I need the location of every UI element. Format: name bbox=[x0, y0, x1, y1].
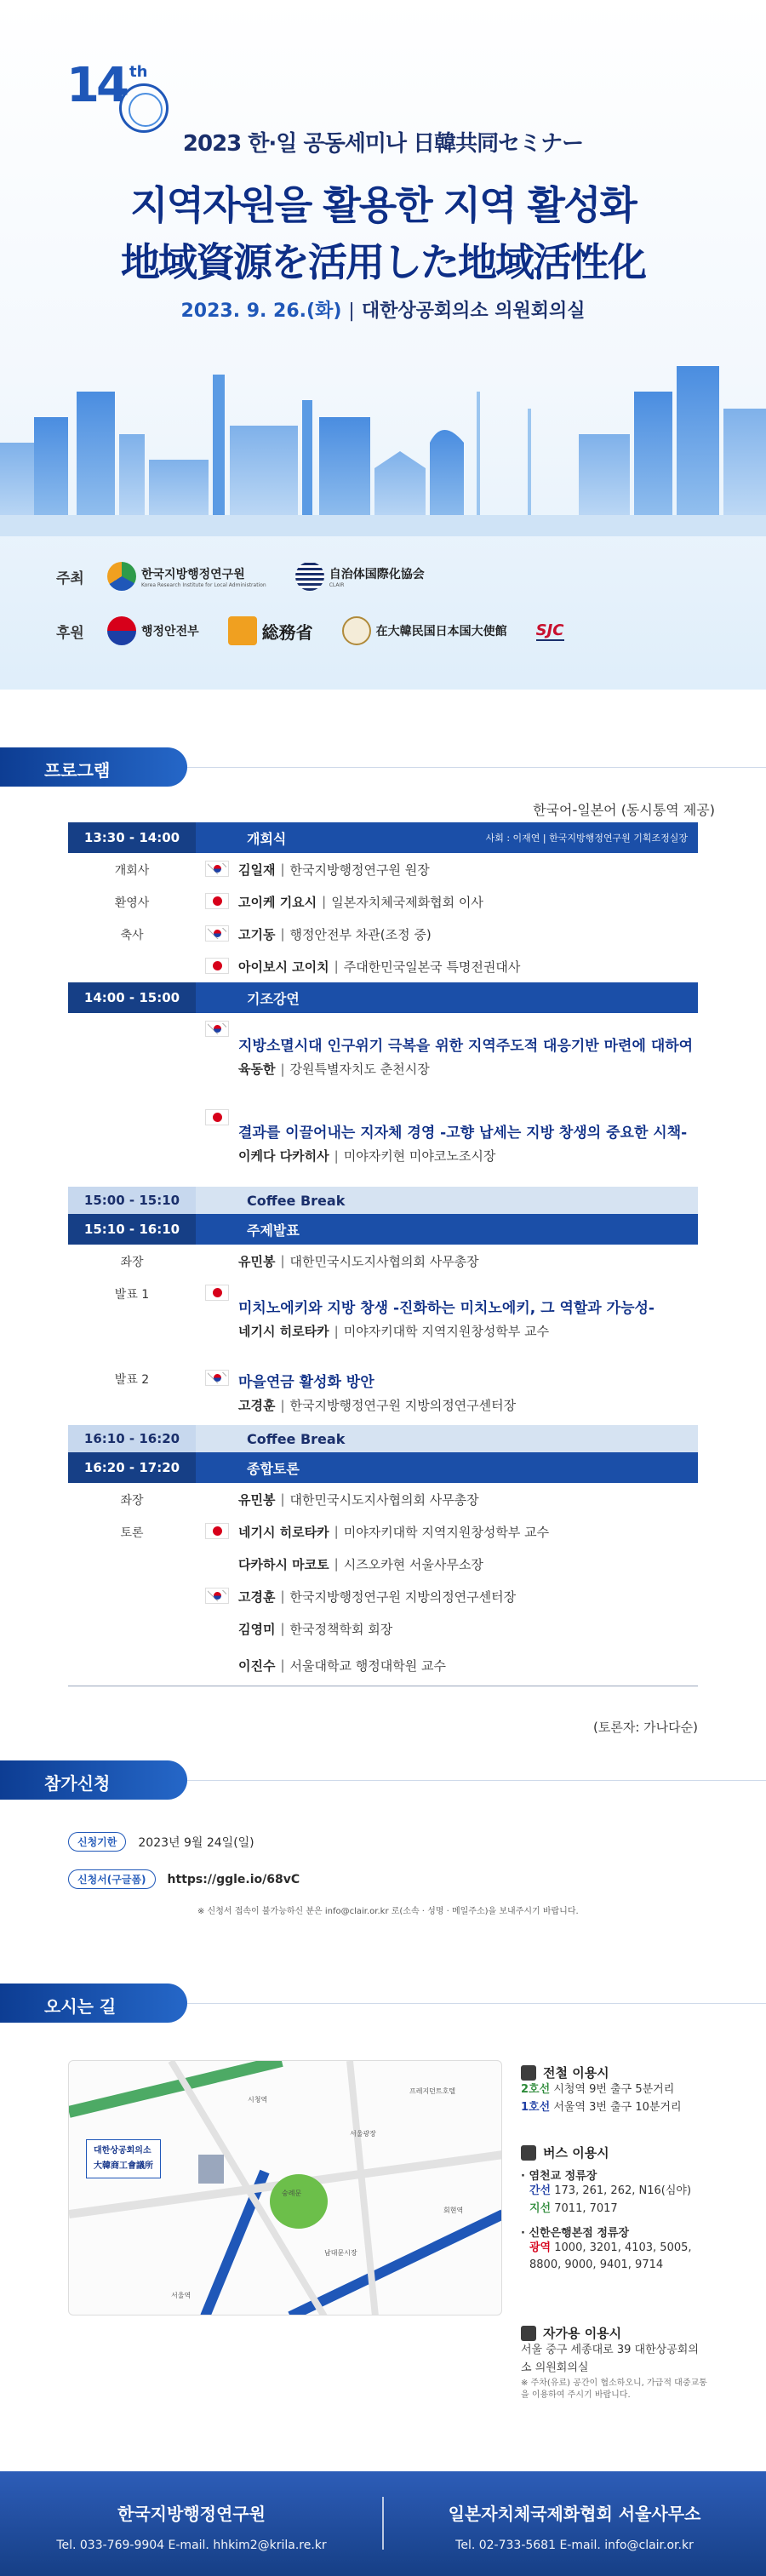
speaker-name: 이케다 다카히사 bbox=[238, 1148, 329, 1165]
table-row: 고경훈 | 한국지방행정연구원 지방의정연구센터장 bbox=[68, 1580, 698, 1612]
footer-contact: Tel. 02-733-5681 E-mail. info@clair.or.kr bbox=[455, 2539, 694, 2552]
break-time: 15:00 - 15:10 bbox=[68, 1187, 196, 1214]
footer-org-name: 한국지방행정연구원 bbox=[117, 2504, 266, 2524]
deadline-label: 신청기한 bbox=[68, 1832, 126, 1852]
row-role: 환영사 bbox=[114, 896, 150, 910]
map-label: 회현역 bbox=[443, 2207, 464, 2214]
org-mois-name: 행정안전부 bbox=[141, 625, 199, 638]
subway-text: 시청역 9번 출구 5분거리 bbox=[553, 2083, 675, 2096]
map-label: 시청역 bbox=[248, 2096, 268, 2104]
bus-directions bbox=[521, 2144, 708, 2275]
hero-subtitle: 2023 한·일 공동세미나 日韓共同セミナー bbox=[182, 131, 584, 157]
row-role: 좌장 bbox=[120, 1256, 144, 1269]
registration-divider bbox=[187, 1780, 766, 1781]
org-embassy-name: 在大韓民国日本国大使館 bbox=[375, 625, 507, 638]
speaker-affiliation: 대한민국시도지사협의회 사무총장 bbox=[289, 1491, 479, 1508]
taegeuk-icon bbox=[107, 616, 136, 645]
map-label: 프레지던트호텔 bbox=[409, 2087, 456, 2095]
table-row: 좌장 유민봉 | 대한민국시도지사협의회 사무총장 bbox=[68, 1245, 698, 1277]
japan-flag-icon bbox=[205, 1109, 229, 1125]
edition-suffix: th bbox=[129, 63, 148, 81]
mic-logo-icon bbox=[228, 616, 257, 645]
korea-flag-icon bbox=[205, 1370, 229, 1386]
session-time: 16:20 - 17:20 bbox=[68, 1452, 196, 1483]
subway-text: 서울역 3번 출구 10분거리 bbox=[553, 2100, 682, 2114]
sponsor-label: 후원 bbox=[56, 624, 84, 642]
form-label: 신청서(구글폼) bbox=[68, 1869, 156, 1889]
table-row: 발표 1 미치노에키와 지방 창생 -진화하는 미치노에키, 그 역할과 가능성- 네기시 히로타카 | 미야자키대학 지역지원창성학부 교수 bbox=[68, 1277, 698, 1362]
language-note: 한국어-일본어 (동시통역 제공) bbox=[533, 802, 715, 818]
directions-heading: 오시는 길 bbox=[0, 1984, 187, 2023]
footer-contact-left bbox=[0, 2500, 383, 2552]
table-row: 아이보시 고이치 | 주대한민국일본국 특명전권대사 bbox=[68, 950, 698, 982]
org-sjc-name: SJC bbox=[535, 621, 564, 639]
event-date-venue: 2023. 9. 26.(화) | 대한상공회의소 의원회의실 bbox=[180, 301, 586, 322]
speaker-affiliation: 주대한민국일본국 특명전권대사 bbox=[343, 959, 521, 975]
map-label: 숭례문 bbox=[282, 2190, 302, 2197]
bus-title: 버스 이용시 bbox=[543, 2145, 609, 2161]
speaker-affiliation: 강원특별자치도 춘천시장 bbox=[289, 1062, 430, 1078]
session-title: 종합토론 bbox=[247, 1460, 300, 1477]
org-sjc bbox=[536, 621, 564, 641]
map-label-kcci-jp: 大韓商工會議所 bbox=[94, 2161, 153, 2171]
location-map bbox=[68, 2060, 502, 2316]
map-label: 서울광장 bbox=[350, 2130, 376, 2138]
table-row: 축사 고기동 | 행정안전부 차관(조정 중) bbox=[68, 918, 698, 950]
speaker-affiliation: 행정안전부 차관(조정 중) bbox=[289, 926, 432, 942]
speaker-name: 네기시 히로타카 bbox=[238, 1324, 329, 1340]
program-table bbox=[68, 822, 698, 1686]
speaker-affiliation: 한국정책학회 회장 bbox=[289, 1621, 393, 1637]
speaker-name: 고경훈 bbox=[238, 1398, 276, 1414]
table-row: 개회사 김일재 | 한국지방행정연구원 원장 bbox=[68, 853, 698, 885]
row-role bbox=[68, 950, 196, 982]
session-discussion bbox=[68, 1452, 698, 1483]
event-date: 2023. 9. 26.(화) bbox=[180, 301, 342, 322]
clair-logo-icon bbox=[295, 562, 324, 591]
speaker-affiliation: 한국지방행정연구원 지방의정연구센터장 bbox=[289, 1398, 517, 1414]
table-row: 토론 네기시 히로타카 | 미야자키대학 지역지원창성학부 교수 bbox=[68, 1515, 698, 1548]
session-keynote bbox=[68, 982, 698, 1013]
korea-flag-icon bbox=[205, 1588, 229, 1604]
bus-type: 지선 bbox=[529, 2201, 552, 2215]
car-title: 자가용 이용시 bbox=[543, 2326, 622, 2341]
session-presentation bbox=[68, 1214, 698, 1245]
speaker-name: 고경훈 bbox=[238, 1589, 276, 1605]
edition-number: 14 bbox=[66, 58, 126, 113]
org-clair-name: 自治体国際化協会 bbox=[329, 567, 425, 581]
bus-numbers: 173, 261, 262, N16(심야) bbox=[554, 2184, 692, 2197]
session-time: 15:10 - 16:10 bbox=[68, 1214, 196, 1245]
row-role: 축사 bbox=[120, 929, 144, 942]
speaker-affiliation: 대한민국시도지사협의회 사무총장 bbox=[289, 1253, 479, 1269]
table-row: 다카하시 마코토 | 시즈오카현 서울사무소장 bbox=[68, 1548, 698, 1580]
car-directions bbox=[521, 2324, 708, 2401]
car-address: 서울 중구 세종대로 39 대한상공회의소 의원회의실 bbox=[521, 2344, 699, 2374]
speaker-affiliation: 미야자키현 미야코노조시장 bbox=[343, 1148, 496, 1165]
footer-contact-right bbox=[383, 2500, 766, 2552]
host-label: 주최 bbox=[56, 570, 84, 587]
bus-type: 간선 bbox=[529, 2184, 552, 2197]
map-label: 남대문시장 bbox=[324, 2249, 357, 2257]
speaker-affiliation: 일본자치체국제화협회 이사 bbox=[331, 894, 483, 910]
speaker-name: 이진수 bbox=[238, 1657, 276, 1674]
japan-flag-icon bbox=[205, 1523, 229, 1539]
speaker-name: 고기동 bbox=[238, 926, 276, 942]
registration-note: ※ 신청서 접속이 불가능하신 분은 info@clair.or.kr 로(소속 · 성명 · 메일주소)을 보내주시기 바랍니다. bbox=[197, 1907, 579, 1916]
org-krila bbox=[107, 562, 266, 591]
bus-type: 광역 bbox=[529, 2241, 552, 2254]
map-label: 서울역 bbox=[171, 2292, 192, 2299]
table-row: 결과를 이끌어내는 지자체 경영 -고향 납세는 지방 창생의 중요한 시책- 이케다 다카히사 | 미야자키현 미야코노조시장 bbox=[68, 1102, 698, 1187]
session-title: 주제발표 bbox=[247, 1222, 300, 1239]
subway-icon bbox=[521, 2065, 536, 2081]
parking-note: ※ 주차(유료) 공간이 협소하오니, 가급적 대중교통을 이용하여 주시기 바랍니다. bbox=[521, 2378, 707, 2400]
city-skyline-illustration bbox=[0, 341, 766, 536]
break-title: Coffee Break bbox=[247, 1430, 346, 1447]
korea-flag-icon bbox=[205, 925, 229, 942]
speaker-name: 네기시 히로타카 bbox=[238, 1524, 329, 1540]
session-title: 기조강연 bbox=[247, 990, 300, 1007]
bus-stop: · 신한은행본점 정류장 bbox=[521, 2226, 630, 2240]
speaker-name: 아이보시 고이치 bbox=[238, 959, 329, 975]
directions-divider bbox=[187, 2003, 766, 2004]
bus-icon bbox=[521, 2145, 536, 2161]
table-row: 환영사 고이케 기요시 | 일본자치체국제화협회 이사 bbox=[68, 885, 698, 918]
registration-heading: 참가신청 bbox=[0, 1760, 187, 1800]
subway-title: 전철 이용시 bbox=[543, 2065, 609, 2081]
seminar-logo bbox=[60, 51, 162, 136]
program-heading: 프로그램 bbox=[0, 747, 187, 787]
org-mic-name: 総務省 bbox=[261, 621, 313, 643]
host-row bbox=[56, 562, 454, 591]
deadline-value: 2023년 9월 24일(일) bbox=[138, 1835, 254, 1850]
org-mic bbox=[228, 616, 313, 645]
speaker-name: 김일재 bbox=[238, 862, 276, 878]
car-icon bbox=[521, 2326, 536, 2341]
discussant-order-note: (토론자: 가나다순) bbox=[593, 1720, 698, 1735]
table-row: 이진수 | 서울대학교 행정대학원 교수 bbox=[68, 1645, 698, 1686]
talk-title: 마을연금 활성화 방안 bbox=[238, 1373, 374, 1391]
bus-stop: · 염천교 정류장 bbox=[521, 2170, 597, 2183]
table-row: 김영미 | 한국정책학회 회장 bbox=[68, 1612, 698, 1645]
speaker-name: 김영미 bbox=[238, 1621, 276, 1637]
break-title: Coffee Break bbox=[247, 1192, 346, 1209]
speaker-name: 유민봉 bbox=[238, 1491, 276, 1508]
subway-line: 2호선 bbox=[521, 2083, 551, 2096]
org-krila-sub: Korea Research Institute for Local Administration bbox=[141, 581, 266, 588]
speaker-affiliation: 미야자키대학 지역지원창성학부 교수 bbox=[343, 1324, 550, 1340]
speaker-affiliation: 한국지방행정연구원 원장 bbox=[289, 862, 430, 878]
org-clair bbox=[295, 562, 425, 591]
session-time: 14:00 - 15:00 bbox=[68, 982, 196, 1013]
title-korean: 지역자원을 활용한 지역 활성화 bbox=[130, 182, 636, 228]
session-moderator: 사회 : 이재연 | 한국지방행정연구원 기획조정실장 bbox=[485, 833, 688, 844]
program-divider bbox=[187, 767, 766, 768]
footer-org-name: 일본자치체국제화협회 서울사무소 bbox=[448, 2504, 701, 2524]
speaker-name: 다카하시 마코토 bbox=[238, 1556, 329, 1572]
korea-flag-icon bbox=[205, 861, 229, 877]
row-role bbox=[68, 1612, 196, 1645]
korea-flag-icon bbox=[205, 1021, 229, 1037]
row-role bbox=[68, 1580, 196, 1612]
map-label-kcci-ko: 대한상공회의소 bbox=[94, 2146, 151, 2155]
coffee-break-2 bbox=[68, 1425, 698, 1452]
table-row: 발표 2 마을연금 활성화 방안 고경훈 | 한국지방행정연구원 지방의정연구센터장 bbox=[68, 1362, 698, 1425]
talk-title: 결과를 이끌어내는 지자체 경영 -고향 납세는 지방 창생의 중요한 시책- bbox=[238, 1124, 688, 1142]
row-role: 토론 bbox=[120, 1526, 144, 1540]
form-row bbox=[68, 1869, 300, 1889]
deadline-row bbox=[68, 1832, 254, 1852]
table-row: 지방소멸시대 인구위기 극복을 위한 지역주도적 대응기반 마련에 대하여 육동한 | 강원특별자치도 춘천시장 bbox=[68, 1013, 698, 1102]
sponsor-row bbox=[56, 616, 593, 645]
subway-directions bbox=[521, 2064, 708, 2117]
row-role: 좌장 bbox=[120, 1494, 144, 1508]
speaker-affiliation: 미야자키대학 지역지원창성학부 교수 bbox=[343, 1524, 550, 1540]
footer bbox=[0, 2471, 766, 2576]
talk-title: 지방소멸시대 인구위기 극복을 위한 지역주도적 대응기반 마련에 대하여 bbox=[238, 1037, 694, 1055]
org-mois bbox=[107, 616, 199, 645]
session-time: 13:30 - 14:00 bbox=[68, 822, 196, 853]
org-embassy bbox=[342, 616, 507, 645]
session-title: 개회식 bbox=[247, 830, 287, 847]
kcci-marker bbox=[86, 2139, 161, 2178]
coffee-break-1 bbox=[68, 1187, 698, 1214]
row-role bbox=[68, 1548, 196, 1580]
bus-numbers: 1000, 3201, 4103, 5005, 8800, 9000, 9401, 9714 bbox=[529, 2241, 692, 2272]
org-krila-name: 한국지방행정연구원 bbox=[141, 567, 245, 581]
speaker-name: 육동한 bbox=[238, 1062, 276, 1078]
event-venue: 대한상공회의소 의원회의실 bbox=[361, 301, 586, 322]
row-role bbox=[68, 1645, 196, 1686]
embassy-crest-icon bbox=[342, 616, 371, 645]
footer-contact: Tel. 033-769-9904 E-mail. hhkim2@krila.re.kr bbox=[56, 2539, 327, 2552]
speaker-name: 고이케 기요시 bbox=[238, 894, 317, 910]
table-row: 좌장 유민봉 | 대한민국시도지사협의회 사무총장 bbox=[68, 1483, 698, 1515]
speaker-affiliation: 서울대학교 행정대학원 교수 bbox=[289, 1657, 446, 1674]
row-role: 개회사 bbox=[114, 864, 150, 878]
hero-banner bbox=[0, 0, 766, 690]
japan-flag-icon bbox=[205, 958, 229, 974]
title-japanese: 地域資源を活用した地域活性化 bbox=[121, 239, 645, 285]
form-link[interactable]: https://ggle.io/68vC bbox=[167, 1872, 300, 1886]
subway-line: 1호선 bbox=[521, 2100, 551, 2114]
speaker-name: 유민봉 bbox=[238, 1253, 276, 1269]
japan-flag-icon bbox=[205, 893, 229, 909]
row-role: 발표 1 bbox=[114, 1288, 150, 1302]
krila-logo-icon bbox=[107, 562, 136, 591]
japan-flag-icon bbox=[205, 1285, 229, 1301]
org-clair-sub: CLAIR bbox=[329, 581, 345, 588]
row-role: 발표 2 bbox=[114, 1373, 150, 1387]
talk-title: 미치노에키와 지방 창생 -진화하는 미치노에키, 그 역할과 가능성- bbox=[238, 1299, 655, 1317]
session-opening bbox=[68, 822, 698, 853]
speaker-affiliation: 한국지방행정연구원 지방의정연구센터장 bbox=[289, 1589, 517, 1605]
break-time: 16:10 - 16:20 bbox=[68, 1425, 196, 1452]
speaker-affiliation: 시즈오카현 서울사무소장 bbox=[343, 1556, 483, 1572]
bus-numbers: 7011, 7017 bbox=[554, 2201, 618, 2215]
